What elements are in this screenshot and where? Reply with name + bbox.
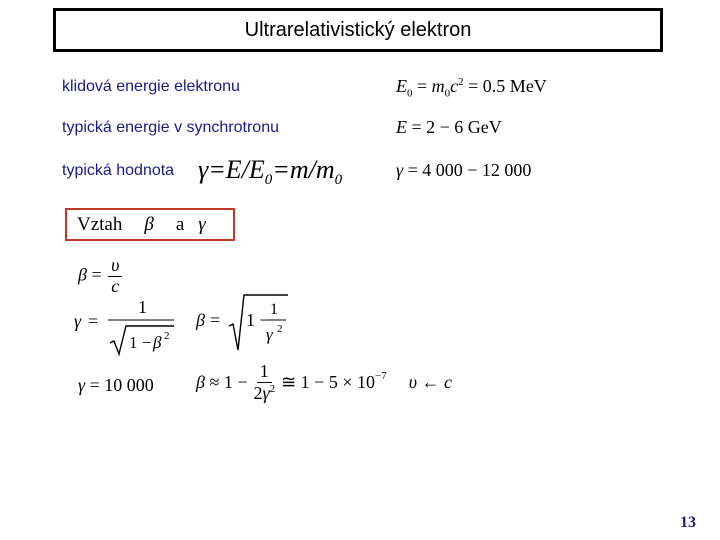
svg-text:1: 1: [138, 297, 147, 317]
svg-text:β: β: [153, 333, 162, 352]
rest-energy-value: = 0.5 MeV: [468, 76, 547, 96]
svg-text:2: 2: [277, 323, 283, 335]
gamma-symbol: γ: [198, 213, 206, 235]
rest-energy-label: klidová energie elektronu: [62, 78, 240, 95]
relation-heading-conj: a: [175, 213, 185, 235]
beta-approx-exponent: −7: [374, 370, 387, 382]
beta-gamma-formula: [196, 292, 296, 356]
svg-text:γ: γ: [266, 325, 273, 344]
gamma-definition-formula: $\gamma=E/E_0=m/m_0$: [198, 155, 343, 189]
svg-text:2: 2: [164, 330, 170, 342]
beta-approx-result: ≅ 1 − 5 × 10: [281, 372, 375, 393]
beta-symbol: β: [144, 213, 154, 235]
typical-value-label: typická hodnota: [62, 162, 175, 179]
typical-energy-formula: E = 2 − 6 GeV: [396, 117, 502, 137]
svg-text:γ: γ: [74, 311, 82, 331]
relation-heading-word: Vztah: [77, 213, 123, 235]
relation-heading-box: [65, 208, 235, 241]
typical-energy-value: = 2 − 6 GeV: [411, 117, 502, 137]
gamma-range-formula: γ = 4 000 − 12 000: [396, 160, 532, 180]
rest-energy-formula: $E_0 = m_0c^2 = 0.5$ MeV: [396, 76, 547, 100]
gamma-beta-formula: [74, 296, 184, 358]
gamma-example-value: = 10 000: [89, 375, 154, 395]
page-number: 13: [680, 514, 696, 531]
svg-text:=: =: [210, 310, 221, 330]
svg-text:=: =: [88, 311, 99, 331]
gamma-example-formula: γ = 10 000: [78, 375, 154, 395]
typical-energy-label: typická energie v synchrotronu: [62, 119, 279, 136]
beta-definition-formula: β = $\frac{\upsilon}{c}$: [78, 256, 124, 297]
svg-text:1 −: 1 −: [246, 310, 270, 330]
svg-text:1 −: 1 −: [129, 333, 152, 352]
gamma-range-value: = 4 000 − 12 000: [407, 160, 532, 180]
beta-approximation-formula: β ≈ 1 − $\frac{1}{2\gamma^2}$ ≅ 1 − 5 × 10 $^{-7}$ υ ← c: [196, 361, 452, 403]
svg-text:1: 1: [270, 301, 278, 318]
title-box: [53, 8, 663, 52]
slide-title: Ultrarelativistický elektron: [244, 18, 472, 41]
svg-text:β: β: [196, 310, 205, 330]
